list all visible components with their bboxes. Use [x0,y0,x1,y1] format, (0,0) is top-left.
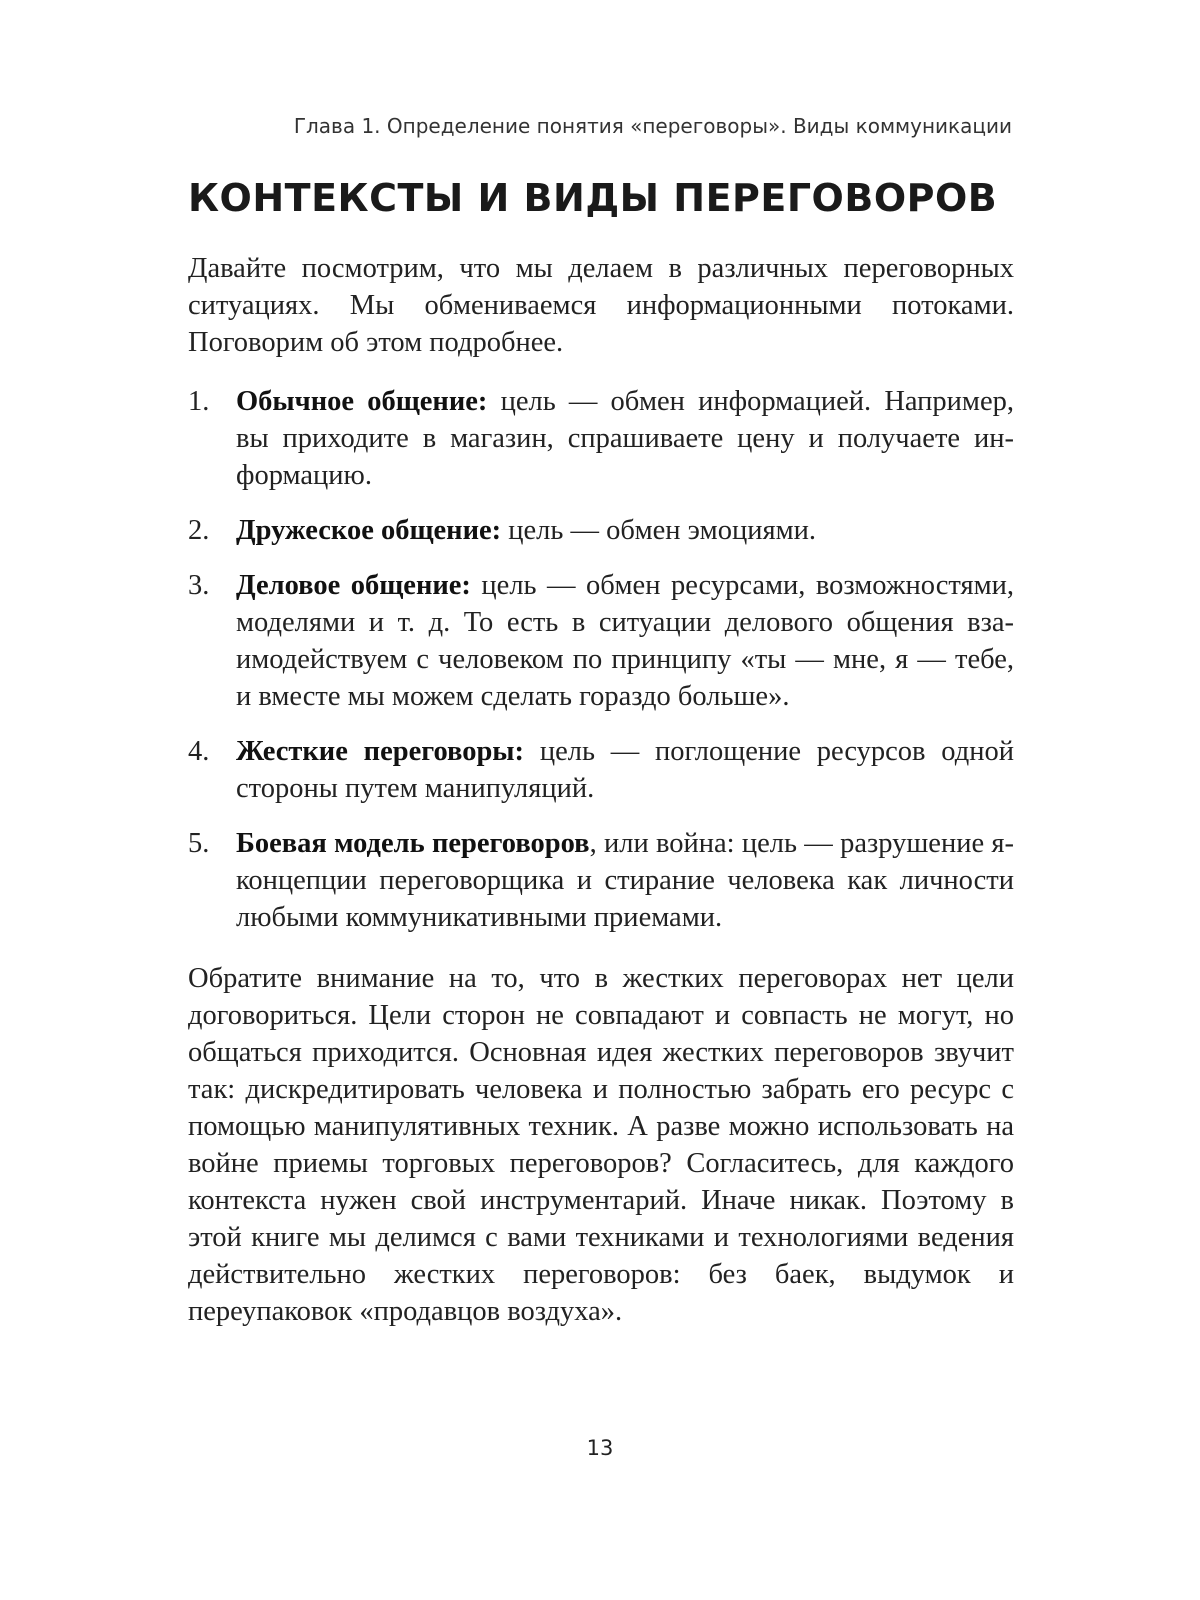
list-item-term: Деловое общение: [236,570,471,601]
list-item-text: цель — обмен ресурсами, возможностями, моделями и т. д. То есть в ситуации делового общения взаимодействуем с человеком по принципу «ты — мне, я — тебе, и вместе мы можем сделать гораздо больше». [236,570,1014,712]
list-item-number: 5. [188,828,210,859]
list-item-text: цель — обмен информацией. Например, вы приходите в магазин, спрашиваете цену и получаете информацию. [236,386,1014,491]
section-title: КОНТЕКСТЫ И ВИДЫ ПЕРЕГОВОРОВ [188,176,998,220]
list-item-number: 1. [188,386,210,417]
list-item-text: цель — обмен эмоциями. [501,515,816,546]
closing-paragraph: Обратите внимание на то, что в жестких переговорах нет цели договориться. Цели сторон не совпадают и совпасть не могут, но общаться приходится. Основная идея жестких переговоров звучит так: дискредитировать человека и полностью забрать его ресурс с помощью манипулятивных техник. А разве можно использовать на войне приемы торговых переговоров? Согласитесь, для каждого контекста нужен свой инструментарий. Иначе никак. Поэтому в этой книге мы делимся с вами техниками и технологиями ведения действительно жестких переговоров: без баек, выдумок и переупаковок «продавцов воздуха». [188,963,1014,1327]
page-number: 13 [586,1436,614,1460]
list-item-term: Дружеское общение: [236,515,502,546]
list-item-text: , или война: цель — разрушение я-концепции переговорщика и стирание человека как личности любыми коммуникативными приемами. [236,828,1015,933]
intro-paragraph: Давайте посмотрим, что мы делаем в различных переговорных ситуациях. Мы обмениваемся информационными потоками. Поговорим об этом подробнее. [188,253,1014,358]
running-header: Глава 1. Определение понятия «переговоры». Виды коммуникации [293,114,1012,138]
list-item [188,567,1014,715]
list-item-number: 4. [188,736,210,767]
list-item [188,383,1014,494]
negotiation-types-list [188,383,1014,936]
list-item-number: 3. [188,570,210,601]
list-item [188,825,1014,936]
list-item [188,733,1014,807]
list-item [188,512,1014,549]
list-item-term: Обычное общение: [236,386,488,417]
list-item-number: 2. [188,515,210,546]
body-text [188,250,1014,1352]
list-item-text: цель — поглощение ресурсов одной стороны путем манипуляций. [236,736,1014,804]
list-item-term: Боевая модель переговоров [236,828,590,859]
list-item-term: Жесткие переговоры: [236,736,525,767]
